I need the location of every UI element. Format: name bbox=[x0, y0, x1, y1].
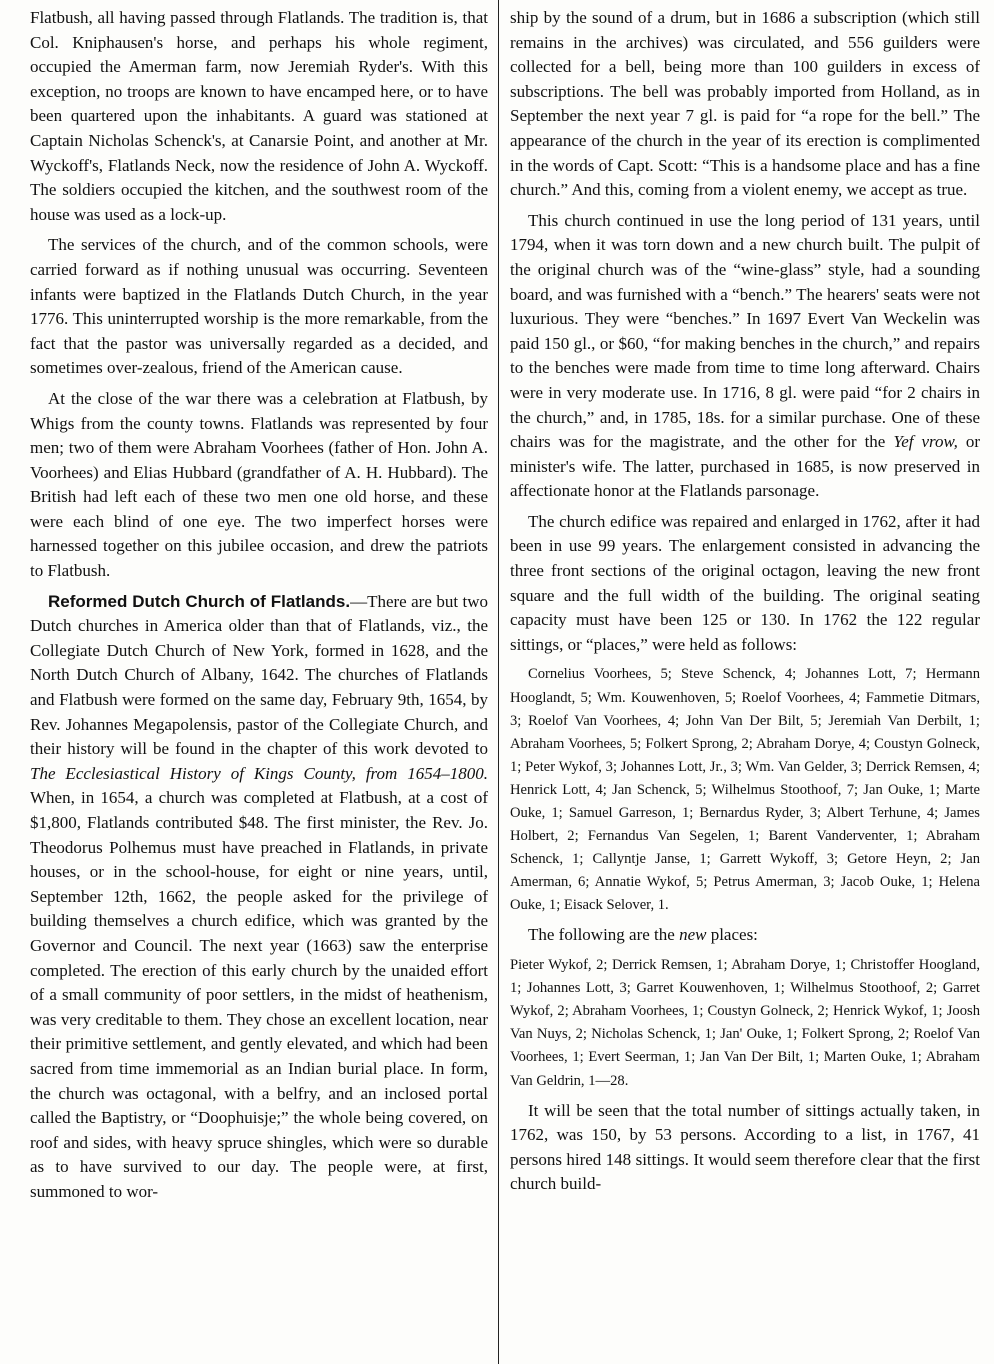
new-places-text-b: places: bbox=[706, 925, 758, 945]
right-column bbox=[510, 6, 980, 1358]
paragraph-kniphausen: Flatbush, all having passed through Flatlands. The tradition is, that Col. Kniphausen's horse, and perhaps his whole regiment, occupied the Amerman farm, now Jeremiah Ryder's. With this exception, no troops are known to have encamped here, or to have been quartered upon the inhabitants. A guard was stationed at Captain Nicholas Schenck's, at Canarsie Point, and another at Mr. Wyckoff's, Flatlands Neck, now the residence of John A. Wyckoff. The soldiers occupied the kitchen, and the southwest room of the house was used as a lock-up. bbox=[30, 8, 488, 224]
paragraph-edifice-enlarged: The church edifice was repaired and enlarged in 1762, after it had been in use 99 years. The enlargement consisted in advancing the three front sections of the original octagon, leaving the new front square and the full width of the building. The original seating capacity must have been 125 or 130. In 1762 the 122 regular sittings, or “places,” were held as follows: bbox=[510, 511, 980, 654]
paragraph-reformed-church bbox=[30, 590, 488, 1205]
paragraph-church-continued-text-a: This church continued in use the long period of 131 years, until 1794, when it was torn down and a new church built. The pulpit of the original church was of the “wine-glass” style, had a sounding board, and was furnished with a “bench.” The hearers' seats were not luxurious. They were “benches.” In 1697 Evert Van Weckelin was paid 150 gl., or $60, “for making benches in the church,” and repairs to the benches were made from time to time long afterward. Chairs were in very moderate use. In 1716, 8 gl. were paid “for 2 chairs in the church,” and, in 1785, 18s. for a similar purchase. One of these chairs was for the magistrate, and the other for the bbox=[510, 210, 980, 452]
list-original-places: Cornelius Voorhees, 5; Steve Schenck, 4; Johannes Lott, 7; Hermann Hooglandt, 5; Wm. Kouwenhoven, 5; Roelof Voorhees, 4; Fammetie Ditmars, 3; Roelof Van Voorhees, 4; John Van Der Bilt, 5; Jeremiah Van Derbilt, 1; Abraham Voorhees, 5; Folkert Sprong, 2; Abraham Dorye, 4; Coustyn Golneck, 1; Peter Wykof, 3; Johannes Lott, Jr., 3; Wm. Van Gelder, 3; Derrick Remsen, 4; Henrick Lott, 4; Jan Schenck, 5; Wilhelmus Stoothoof, 7; Jan Ouke, 1; Marte Ouke, 1; Samuel Garreson, 1; Bernardus Ryder, 3; Albert Terhune, 4; James Holbert, 2; Fernandus Van Segelen, 1; Barent Vanderventer, 1; Abraham Schenck, 1; Callyntje Janse, 1; Garrett Wykoff, 3; Getore Heyn, 2; Jan Amerman, 6; Annatie Wykof, 5; Petrus Amerman, 3; Jacob Ouke, 1; Helena Ouke, 1; Eisack Selover, 1. bbox=[510, 666, 980, 914]
list-new-places: Pieter Wykof, 2; Derrick Remsen, 1; Abraham Dorye, 1; Christoffer Hoogland, 1; Johannes Lott, 3; Garret Kouwenhoven, 1; Wilhelmus Stoothoof, 2; Garret Wykof, 2; Abraham Voorhees, 1; Coustyn Golneck, 2; Henrick Wykof, 1; Joosh Van Nuys, 2; Nicholas Schenck, 1; Jan' Ouke, 1; Folkert Sprong, 2; Roelof Van Voorhees, 1; Evert Seerman, 1; Jan Van Der Bilt, 1; Marten Ouke, 1; Abraham Van Geldrin, 1—28. bbox=[510, 957, 980, 1089]
yef-vrow-term: Yef vrow, bbox=[893, 432, 958, 452]
paragraph-war-celebration: At the close of the war there was a celebration at Flatbush, by Whigs from the county towns. Flatlands was represented by four men; two of them were Abraham Voorhees (father of Hon. John A. Voorhees) and Elias Hubbard (grandfather of A. H. Hubbard). The British had left each of these two men one old horse, and these were each blind of one eye. The two imperfect horses were harnessed together on this jubilee occasion, and drew the patriots to Flatbush. bbox=[30, 388, 488, 581]
paragraph-reformed-church-text-a: —There are but two Dutch churches in America older than that of Flatlands, viz., the Collegiate Dutch Church of New York, formed in 1628, and the North Dutch Church of Albany, 1642. The churches of Flatlands and Flatbush were formed on the same day, February 9th, 1654, by Rev. Johannes Megapolensis, pastor of the Collegiate Church, and their history will be found in the chapter of this work devoted to bbox=[30, 591, 488, 759]
paragraph-new-places-intro bbox=[510, 923, 980, 948]
left-column bbox=[30, 6, 488, 1358]
paragraph-church-services: The services of the church, and of the common schools, were carried forward as if nothing unusual was occurring. Seventeen infants were baptized in the Flatlands Dutch Church, in the year 1776. This uninterrupted worship is the more remarkable, from the fact that the pastor was universally regarded as a decided, and sometimes over-zealous, friend of the American cause. bbox=[30, 235, 488, 378]
column-divider bbox=[498, 0, 499, 1364]
new-places-text-a: The following are the bbox=[528, 925, 680, 945]
paragraph-reformed-church-text-b: When, in 1654, a church was completed at Flatbush, at a cost of $1,800, Flatlands contributed $48. The first minister, the Rev. Jo. Theodorus Polhemus must have preached in Flatlands, in private houses, or in the school-house, for eight or nine years, until, September 12th, 1662, the people asked for the privilege of building themselves a church edifice, which was granted by the Governor and Council. The next year (1663) saw the enterprise completed. The erection of this early church by the unaided effort of a small community of poor settlers, in the midst of heathenism, was very creditable to them. They chose an excellent location, near their primitive settlement, and gently elevated, and which had been sacred from time immemorial as an Indian burial place. In form, the church was octagonal, with a belfry, and an inclosed portal called the Baptistry, or “Doophuisje;” the whole being covered, on roof and sides, with heavy spruce shingles, which were so durable as to have survived to our day. The people were, at first, summoned to wor- bbox=[30, 788, 488, 1201]
book-title: The Ecclesiastical History of Kings County, from 1654–1800. bbox=[30, 763, 488, 783]
section-heading: Reformed Dutch Church of Flatlands. bbox=[48, 591, 351, 611]
paragraph-bell: ship by the sound of a drum, but in 1686 a subscription (which still remains in the archives) was circulated, and 556 guilders were collected for a bell, being more than 100 guilders in excess of subscriptions. The bell was probably imported from Holland, as in September the next year 7 gl. is paid for “a rope for the bell.” The appearance of the church in the year of its erection is complimented in the words of Capt. Scott: “This is a handsome place and has a fine church.” And this, coming from a violent enemy, we accept as true. bbox=[510, 8, 980, 200]
new-term: new bbox=[679, 925, 707, 945]
paragraph-church-continued-text-b: or minister's wife. The latter, purchased in 1685, is now preserved in affectionate honor at the Flatlands parsonage. bbox=[510, 432, 980, 501]
paragraph-total-sittings: It will be seen that the total number of sittings actually taken, in 1762, was 150, by 53 persons. According to a list, in 1767, 41 persons hired 148 sittings. It would seem therefore clear that the first church build- bbox=[510, 1100, 980, 1194]
paragraph-church-continued bbox=[510, 209, 980, 504]
